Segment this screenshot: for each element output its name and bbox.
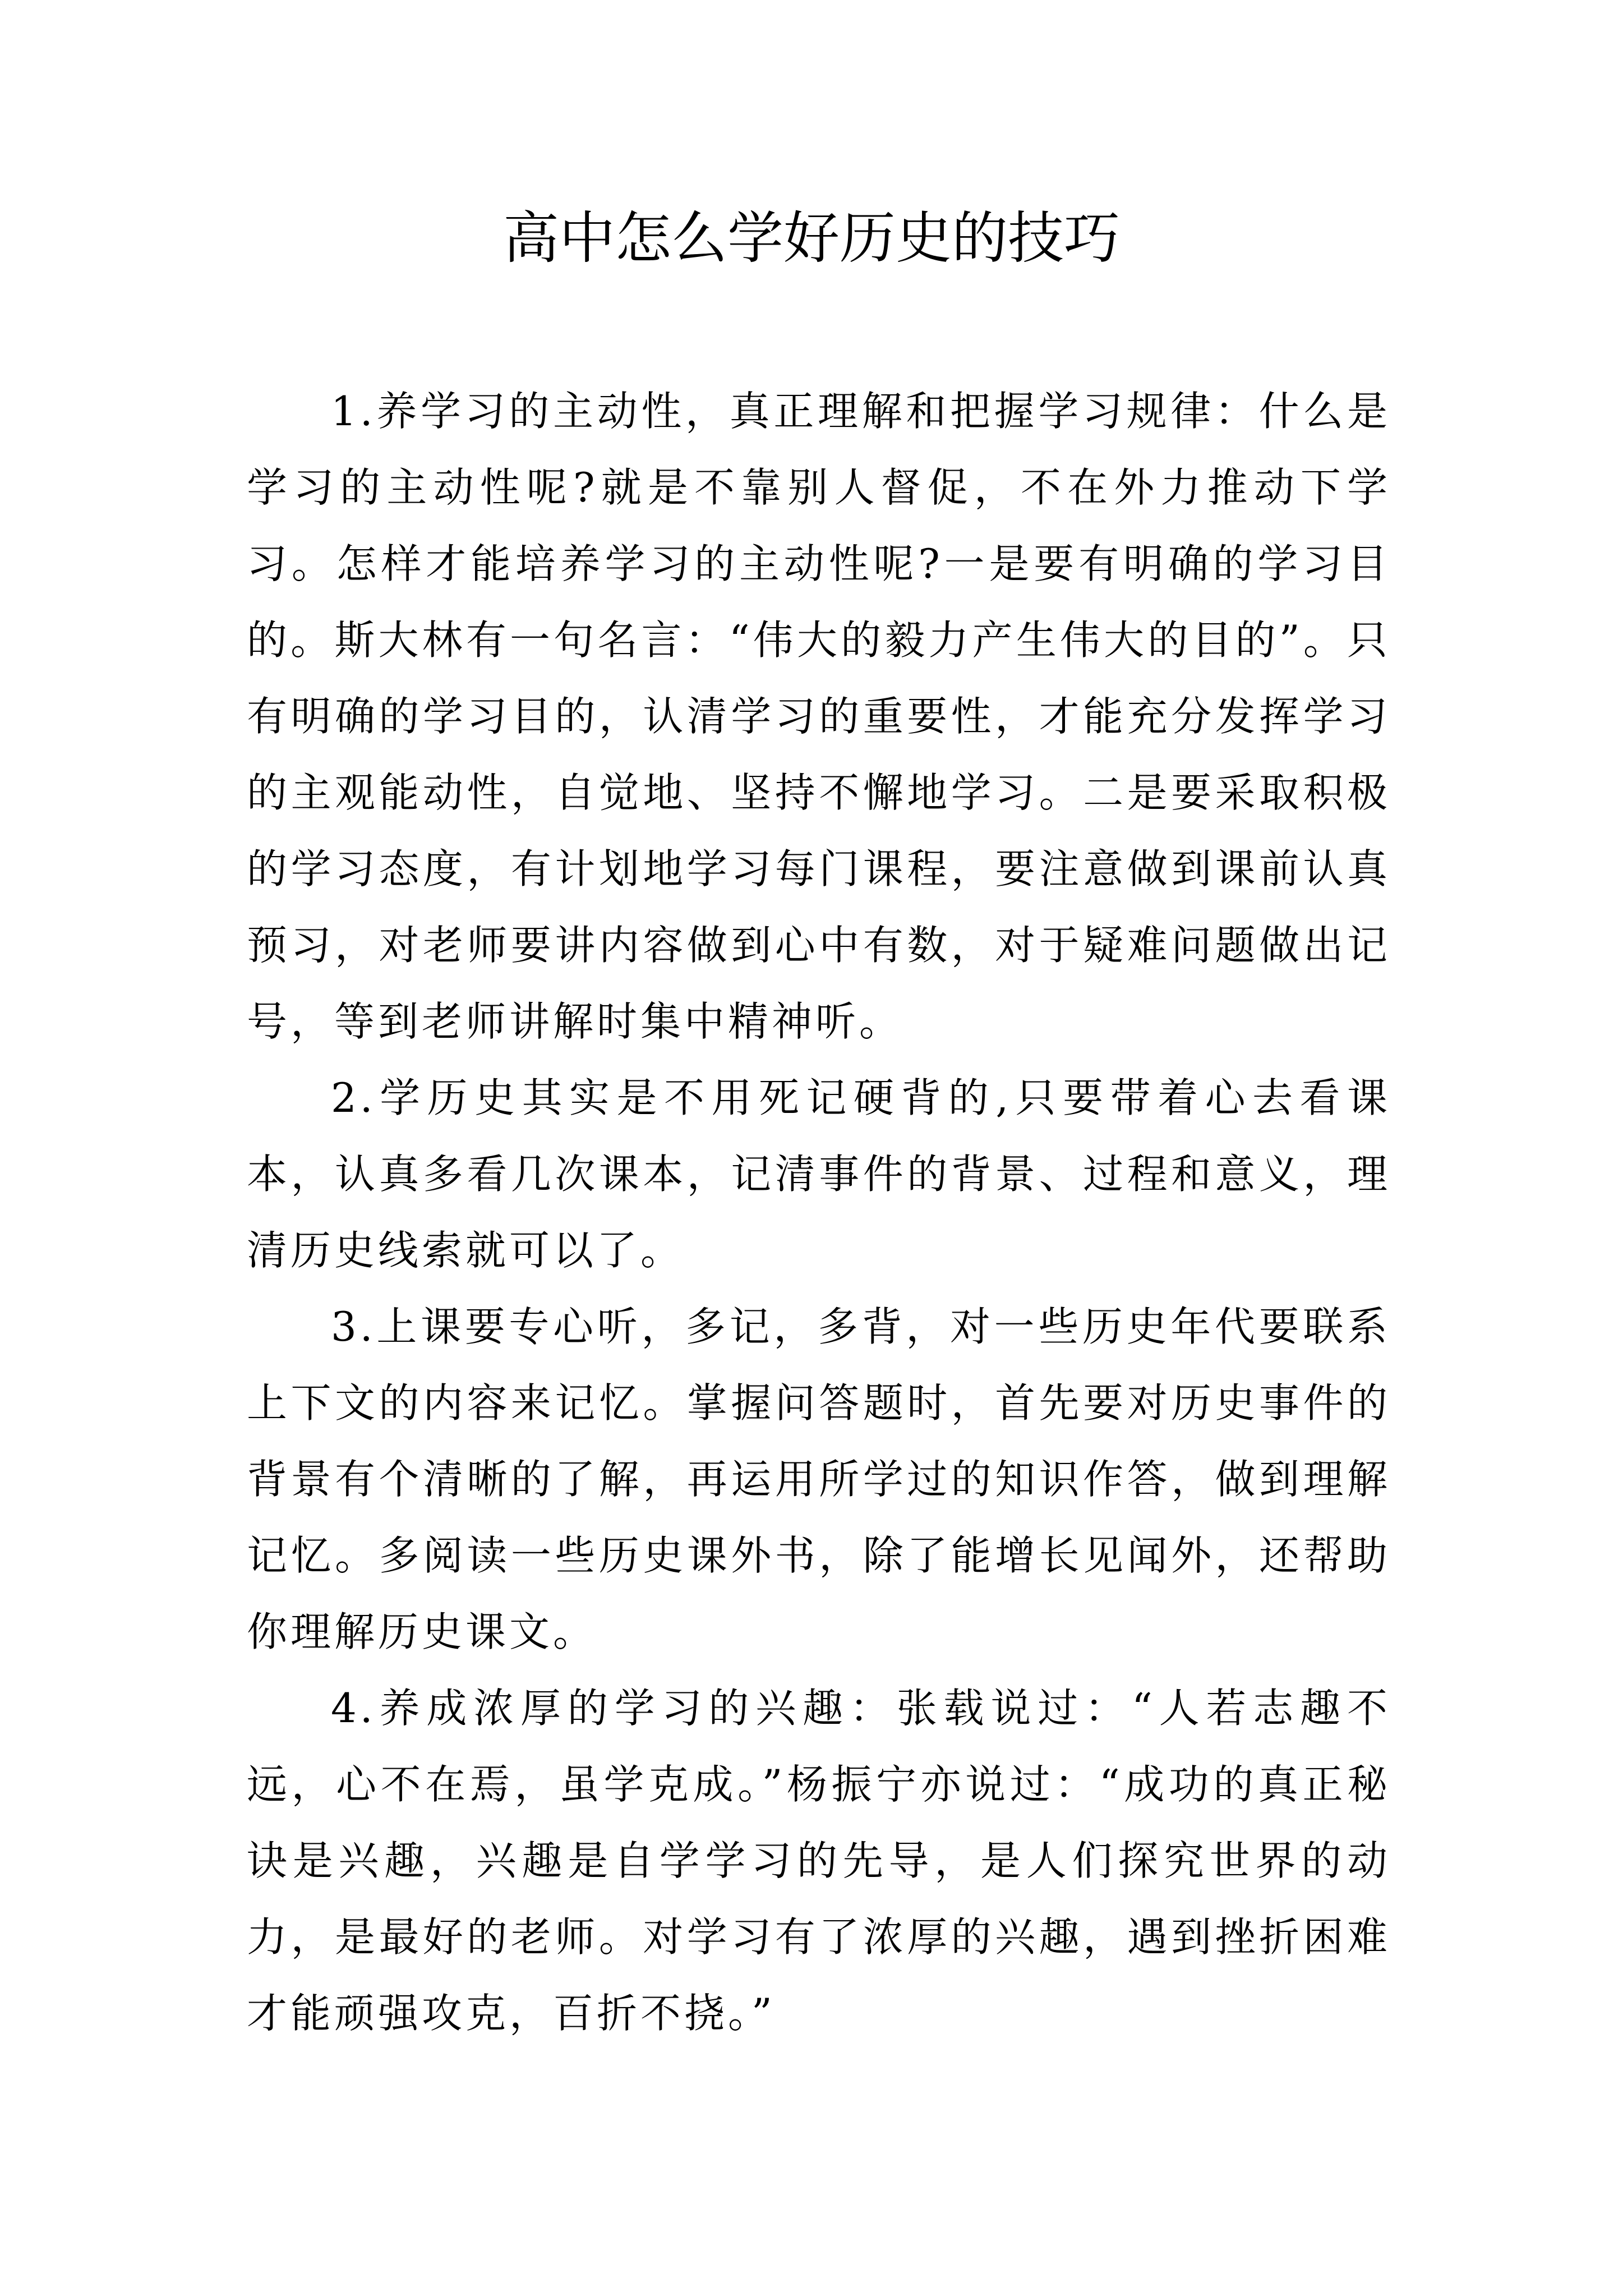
document-body: [247, 373, 1391, 2051]
paragraph-1: 1.养学习的主动性，真正理解和把握学习规律：什么是学习的主动性呢?就是不靠别人督促，不在外力推动下学习。怎样才能培养学习的主动性呢?一是要有明确的学习目的。斯大林有一句名言：“伟大的毅力产生伟大的目的”。只有明确的学习目的，认清学习的重要性，才能充分发挥学习的主观能动性，自觉地、坚持不懈地学习。二是要采取积极的学习态度，有计划地学习每门课程，要注意做到课前认真预习，对老师要讲内容做到心中有数，对于疑难问题做出记号，等到老师讲解时集中精神听。: [247, 388, 1391, 1045]
document-title: 高中怎么学好历史的技巧: [503, 205, 1120, 271]
paragraph-4: 4.养成浓厚的学习的兴趣：张载说过：“人若志趣不远，心不在焉，虽学克成。”杨振宁亦说过：“成功的真正秘诀是兴趣，兴趣是自学学习的先导，是人们探究世界的动力，是最好的老师。对学习有了浓厚的兴趣，遇到挫折困难才能顽强攻克，百折不挠。”: [247, 1685, 1391, 2037]
paragraph-2: 2.学历史其实是不用死记硬背的,只要带着心去看课本，认真多看几次课本，记清事件的背景、过程和意义，理清历史线索就可以了。: [247, 1074, 1391, 1274]
paragraph-3: 3.上课要专心听，多记，多背，对一些历史年代要联系上下文的内容来记忆。掌握问答题时，首先要对历史事件的背景有个清晰的了解，再运用所学过的知识作答，做到理解记忆。多阅读一些历史课外书，除了能增长见闻外，还帮助你理解历史课文。: [247, 1303, 1391, 1655]
